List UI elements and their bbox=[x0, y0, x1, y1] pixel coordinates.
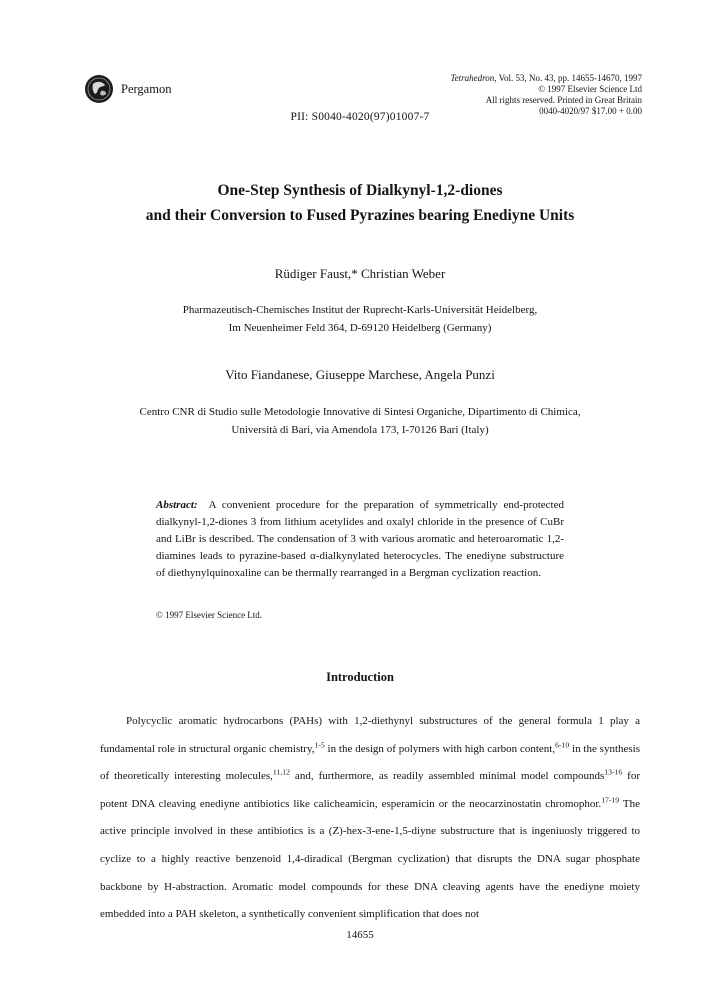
affiliation-1-line-2: Im Neuenheimer Feld 364, D-69120 Heidelberg (Germany) bbox=[228, 322, 492, 334]
abstract-label: Abstract: bbox=[156, 499, 198, 511]
affiliation-2 bbox=[0, 403, 720, 439]
page-number: 14655 bbox=[346, 929, 374, 941]
author-group-2: Vito Fiandanese, Giuseppe Marchese, Angela Punzi bbox=[225, 367, 495, 382]
citation-superscript: 1-5 bbox=[314, 739, 325, 749]
introduction-text-segment: in the synthesis of theoretically interesting molecules, bbox=[100, 742, 640, 783]
abstract-copyright: © 1997 Elsevier Science Ltd. bbox=[156, 610, 263, 620]
introduction-text-segment: for potent DNA cleaving enediyne antibiotics like calicheamicin, esperamicin or the neocarzinostatin chromophor. bbox=[100, 770, 641, 810]
citation-superscript: 6-10 bbox=[555, 739, 570, 749]
title-line-2: and their Conversion to Fused Pyrazines bearing Enediyne Units bbox=[145, 207, 575, 224]
affiliation-2-line-1: Centro CNR di Studio sulle Metodologie Innovative di Sintesi Organiche, Dipartimento di Chimica, bbox=[139, 406, 581, 418]
abstract-text: A convenient procedure for the preparation of symmetrically end-protected dialkynyl-1,2-diones 3 from lithium acetylides and oxalyl chloride in the presence of CuBr and LiBr is described. The condensation of 3 with various aromatic and heteroaromatic 1,2-diamines leads to pyrazine-based α-dialkynylated heterocycles. The enediyne substructure of diethynylquinoxaline can be thermally rearranged in a Bergman cyclization reaction. bbox=[156, 499, 564, 579]
citation-superscript: 17-19 bbox=[601, 795, 620, 805]
paper-title bbox=[0, 178, 720, 228]
citation-superscript: 11,12 bbox=[272, 767, 290, 777]
introduction-text-segment: The active principle involved in these antibiotics is a (Z)-hex-3-ene-1,5-diyne substructure that is ingeniuosly triggered to cyclize to a highly reactive benzenoid 1,4-diradical (Bergman cyclization) that disrupts the DNA sugar phosphate backbone by H-abstraction. Aromatic model compounds for these DNA cleaving agents have the enediyne moiety embedded into a PAH skeleton, a synthetically convenient simplification that does not bbox=[100, 797, 640, 921]
publisher-name: Pergamon bbox=[121, 82, 172, 96]
journal-price: 0040-4020/97 $17.00 + 0.00 bbox=[539, 106, 642, 116]
introduction-text-segment: Polycyclic aromatic hydrocarbons (PAHs) with 1,2-diethynyl substructures of the general formula 1 play a fundamental role in structural organic chemistry, bbox=[100, 715, 640, 755]
introduction-text-segment: and, furthermore, as readily assembled minimal model compounds bbox=[289, 770, 605, 783]
abstract bbox=[156, 497, 564, 582]
author-group-1: Rüdiger Faust,* Christian Weber bbox=[274, 266, 446, 281]
introduction-heading: Introduction bbox=[326, 670, 394, 684]
journal-copyright: © 1997 Elsevier Science Ltd bbox=[538, 84, 642, 94]
affiliation-2-line-2: Università di Bari, via Amendola 173, I-70126 Bari (Italy) bbox=[231, 424, 489, 436]
introduction-text-segment: in the design of polymers with high carbon content, bbox=[324, 742, 556, 755]
affiliation-1 bbox=[0, 301, 720, 337]
introduction-paragraph bbox=[100, 708, 640, 929]
citation-superscript: 13-16 bbox=[604, 767, 623, 777]
title-line-1: One-Step Synthesis of Dialkynyl-1,2-diones bbox=[217, 182, 503, 199]
journal-rights: All rights reserved. Printed in Great Britain bbox=[485, 95, 642, 105]
pergamon-globe-logo-icon bbox=[84, 74, 114, 104]
introduction-body bbox=[100, 708, 640, 929]
pii-identifier: PII: S0040-4020(97)01007-7 bbox=[290, 111, 430, 123]
journal-name: Tetrahedron, bbox=[450, 73, 497, 83]
affiliation-1-line-1: Pharmazeutisch-Chemisches Institut der Ruprecht-Karls-Universität Heidelberg, bbox=[182, 304, 538, 316]
journal-volume-line: Vol. 53, No. 43, pp. 14655-14670, 1997 bbox=[498, 73, 642, 83]
